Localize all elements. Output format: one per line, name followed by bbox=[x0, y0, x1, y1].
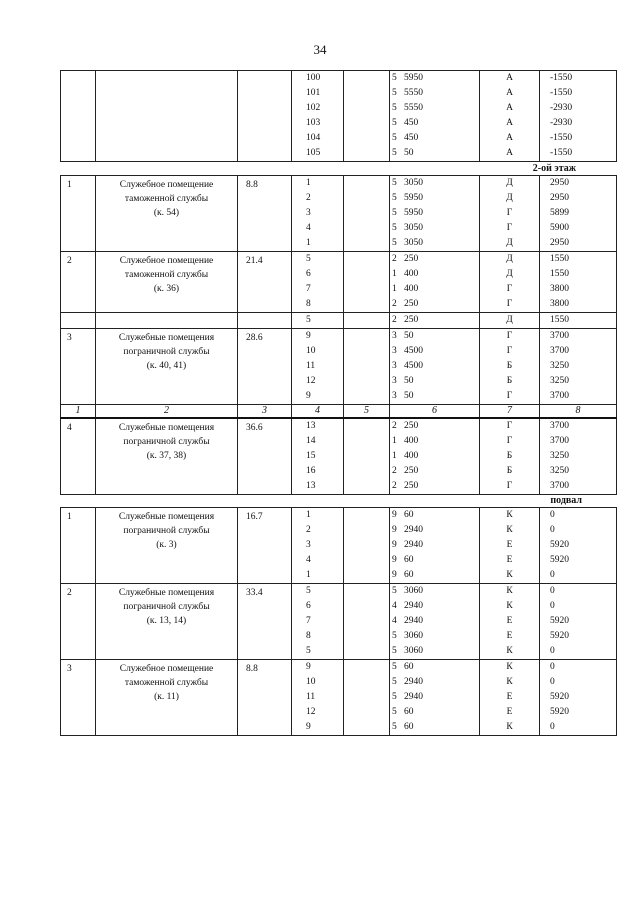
coordinate-value: 50 bbox=[404, 148, 414, 158]
coordinate-value: 4 bbox=[306, 555, 311, 565]
coordinate-value: 2940 bbox=[404, 677, 423, 687]
room-name-line: (к. 36) bbox=[153, 284, 180, 294]
room-name-line: (к. 37, 38) bbox=[146, 451, 187, 461]
coordinate-value: Г bbox=[506, 421, 513, 431]
coordinate-value: 450 bbox=[404, 118, 419, 128]
coordinates-table-continuation bbox=[60, 70, 617, 162]
point-number-cell bbox=[292, 176, 344, 252]
coordinate-value: Г bbox=[506, 299, 513, 309]
coordinate-value: 3700 bbox=[550, 436, 569, 446]
coordinate-value: Е bbox=[506, 692, 513, 702]
coordinate-value: 1550 bbox=[550, 254, 569, 264]
coordinate-value: 450 bbox=[404, 133, 419, 143]
point-number-cell bbox=[292, 584, 344, 660]
room-area-cell bbox=[238, 660, 292, 736]
coordinate-value: 3250 bbox=[550, 466, 569, 476]
room-number-cell bbox=[61, 176, 96, 252]
room-area: 16.7 bbox=[246, 512, 263, 522]
coordinate-value: 400 bbox=[404, 269, 419, 279]
room-area: 8.8 bbox=[246, 180, 258, 190]
coordinate-value: 13 bbox=[306, 421, 316, 431]
room-area-cell bbox=[238, 329, 292, 405]
count-cell: 2 1 1 2 2 bbox=[344, 418, 390, 495]
coordinate-value: 102 bbox=[306, 103, 321, 113]
room-group-row bbox=[61, 660, 617, 736]
coordinate-value: 3700 bbox=[550, 481, 569, 491]
room-name-cell bbox=[96, 71, 238, 162]
distance-cell bbox=[390, 418, 480, 495]
page-number: 34 bbox=[313, 42, 327, 57]
coordinate-value: Е bbox=[506, 616, 513, 626]
coordinate-value: 8 bbox=[306, 631, 311, 641]
empty-cell bbox=[238, 313, 292, 329]
axis-letter-cell bbox=[480, 71, 540, 162]
coordinate-value: 4500 bbox=[404, 361, 423, 371]
coordinates-table-basement bbox=[60, 507, 617, 736]
room-area: 21.4 bbox=[246, 256, 263, 266]
axis-letter-cell bbox=[480, 584, 540, 660]
coordinate-value: 0 bbox=[550, 662, 555, 672]
room-area: 33.4 bbox=[246, 588, 263, 598]
coordinate-value: 1 bbox=[306, 570, 311, 580]
coordinate-value: 6 bbox=[306, 269, 311, 279]
coordinate-value: Б bbox=[506, 376, 513, 386]
room-area-cell bbox=[238, 176, 292, 252]
coordinate-value: Г bbox=[506, 208, 513, 218]
room-number-cell bbox=[61, 508, 96, 584]
coordinate-value: 9 bbox=[306, 722, 311, 732]
empty-cell bbox=[61, 313, 96, 329]
point-number-cell bbox=[292, 329, 344, 405]
coordinate-value: 250 bbox=[404, 254, 419, 264]
offset-cell bbox=[540, 660, 617, 736]
room-name-line: таможенной службы bbox=[124, 678, 209, 688]
room-name-line: пограничной службы bbox=[123, 526, 210, 536]
coordinate-value: 16 bbox=[306, 466, 316, 476]
coordinate-value: 400 bbox=[404, 284, 419, 294]
coordinate-value: 2940 bbox=[404, 601, 423, 611]
axis-letter-cell bbox=[480, 660, 540, 736]
room-group-row bbox=[61, 71, 617, 162]
coordinate-value: 15 bbox=[306, 451, 316, 461]
coordinate-value: 0 bbox=[550, 525, 555, 535]
coordinate-value: 7 bbox=[306, 284, 311, 294]
point-number-cell bbox=[292, 508, 344, 584]
coordinate-value: К bbox=[506, 525, 513, 535]
offset-cell bbox=[540, 313, 617, 329]
coordinate-value: 6 bbox=[306, 601, 311, 611]
coordinate-value: 1 bbox=[306, 178, 311, 188]
coordinate-value: 3050 bbox=[404, 223, 423, 233]
coordinate-value: 9 bbox=[306, 391, 311, 401]
offset-cell bbox=[540, 329, 617, 405]
room-name-cell bbox=[96, 508, 238, 584]
column-number: 4 bbox=[292, 405, 344, 419]
coordinate-value: 0 bbox=[550, 646, 555, 656]
coordinate-value: 12 bbox=[306, 376, 316, 386]
coordinate-value: 5950 bbox=[404, 73, 423, 83]
point-number-cell bbox=[292, 313, 344, 329]
coordinate-value: Е bbox=[506, 707, 513, 717]
coordinate-value: 3 bbox=[306, 540, 311, 550]
room-area: 8.8 bbox=[246, 664, 258, 674]
coordinate-value: 13 bbox=[306, 481, 316, 491]
basement-label: подвал bbox=[550, 495, 582, 506]
coordinate-value: 250 bbox=[404, 315, 419, 325]
coordinate-value: 2950 bbox=[550, 193, 569, 203]
count-cell: 5 5 5 5 5 bbox=[344, 176, 390, 252]
coordinate-value: Д bbox=[506, 238, 513, 248]
room-area-cell bbox=[238, 252, 292, 313]
coordinate-value: Г bbox=[506, 436, 513, 446]
coordinate-value: 5 bbox=[306, 315, 311, 325]
axis-letter-cell bbox=[480, 508, 540, 584]
offset-cell bbox=[540, 71, 617, 162]
coordinate-value: 250 bbox=[404, 421, 419, 431]
coordinate-value: Г bbox=[506, 223, 513, 233]
room-number: 3 bbox=[67, 333, 72, 343]
coordinate-value: 4500 bbox=[404, 346, 423, 356]
room-name-line: Служебные помещения bbox=[118, 423, 215, 433]
coordinate-value: К bbox=[506, 570, 513, 580]
room-number-cell bbox=[61, 71, 96, 162]
coordinate-value: К bbox=[506, 510, 513, 520]
coordinate-value: А bbox=[506, 103, 513, 113]
coordinate-value: 0 bbox=[550, 601, 555, 611]
coordinate-value: Г bbox=[506, 331, 513, 341]
coordinate-value: 5 bbox=[306, 646, 311, 656]
coordinate-value: 5899 bbox=[550, 208, 569, 218]
room-number-cell bbox=[61, 418, 96, 495]
point-number-cell bbox=[292, 660, 344, 736]
room-group-row bbox=[61, 176, 617, 252]
coordinate-value: Е bbox=[506, 540, 513, 550]
room-group-row bbox=[61, 252, 617, 313]
coordinate-value: 3700 bbox=[550, 346, 569, 356]
count-cell: 9 9 9 9 9 bbox=[344, 508, 390, 584]
coordinate-value: 50 bbox=[404, 376, 414, 386]
coordinate-value: 3800 bbox=[550, 299, 569, 309]
count-cell: 2 1 1 2 bbox=[344, 252, 390, 313]
column-number: 3 bbox=[238, 405, 292, 419]
coordinate-value: Д bbox=[506, 178, 513, 188]
count-cell: 5 4 4 5 5 bbox=[344, 584, 390, 660]
room-name-cell bbox=[96, 584, 238, 660]
coordinate-value: 60 bbox=[404, 570, 414, 580]
coordinate-value: 0 bbox=[550, 570, 555, 580]
axis-letter-cell bbox=[480, 252, 540, 313]
coordinate-value: 10 bbox=[306, 346, 316, 356]
coordinate-value: 1550 bbox=[550, 315, 569, 325]
room-group-row bbox=[61, 329, 617, 405]
coordinate-value: Г bbox=[506, 481, 513, 491]
offset-cell bbox=[540, 418, 617, 495]
coordinate-value: 60 bbox=[404, 555, 414, 565]
room-extra-row bbox=[61, 313, 617, 329]
coordinate-value: 5950 bbox=[404, 208, 423, 218]
coordinate-value: 8 bbox=[306, 299, 311, 309]
coordinate-value: 5900 bbox=[550, 223, 569, 233]
room-number: 3 bbox=[67, 664, 72, 674]
coordinate-value: Б bbox=[506, 466, 513, 476]
coordinate-value: К bbox=[506, 722, 513, 732]
coordinate-value: 4 bbox=[306, 223, 311, 233]
coordinate-value: 101 bbox=[306, 88, 321, 98]
distance-cell bbox=[390, 252, 480, 313]
room-number: 2 bbox=[67, 588, 72, 598]
coordinate-value: 2940 bbox=[404, 616, 423, 626]
point-number-cell bbox=[292, 71, 344, 162]
coordinate-value: 50 bbox=[404, 391, 414, 401]
coordinate-value: 3250 bbox=[550, 361, 569, 371]
room-area bbox=[238, 71, 291, 75]
room-name-line: таможенной службы bbox=[124, 270, 209, 280]
axis-letter-cell bbox=[480, 329, 540, 405]
coordinate-value: Е bbox=[506, 631, 513, 641]
coordinate-value: 11 bbox=[306, 361, 316, 371]
distance-cell bbox=[390, 313, 480, 329]
room-name-line: Служебные помещения bbox=[118, 588, 215, 598]
coordinate-value: 5950 bbox=[404, 193, 423, 203]
coordinate-value: 3050 bbox=[404, 238, 423, 248]
offset-cell bbox=[540, 584, 617, 660]
coordinates-table-floor-2 bbox=[60, 175, 617, 495]
coordinate-value: 100 bbox=[306, 73, 321, 83]
coordinate-value: А bbox=[506, 118, 513, 128]
coordinate-value: Д bbox=[506, 269, 513, 279]
room-name-cell bbox=[96, 329, 238, 405]
room-area-cell bbox=[238, 584, 292, 660]
distance-cell bbox=[390, 508, 480, 584]
coordinate-value: Б bbox=[506, 451, 513, 461]
coordinate-value: 5550 bbox=[404, 103, 423, 113]
distance-cell bbox=[390, 584, 480, 660]
coordinate-value: К bbox=[506, 601, 513, 611]
room-name-cell bbox=[96, 418, 238, 495]
coordinate-value: 9 bbox=[306, 331, 311, 341]
offset-cell bbox=[540, 176, 617, 252]
coordinate-value: 9 bbox=[306, 662, 311, 672]
room-name-line: пограничной службы bbox=[123, 437, 210, 447]
room-name-cell bbox=[96, 252, 238, 313]
coordinate-value: 105 bbox=[306, 148, 321, 158]
coordinate-value: -1550 bbox=[550, 88, 573, 98]
coordinate-value: Б bbox=[506, 361, 513, 371]
coordinate-value: К bbox=[506, 677, 513, 687]
room-name-line: Служебное помещение bbox=[119, 180, 214, 190]
coordinate-value: -2930 bbox=[550, 118, 573, 128]
coordinate-value: А bbox=[506, 73, 513, 83]
coordinate-value: 2940 bbox=[404, 525, 423, 535]
coordinate-value: 1 bbox=[306, 510, 311, 520]
axis-letter-cell bbox=[480, 313, 540, 329]
coordinate-value: 14 bbox=[306, 436, 316, 446]
coordinate-value: 0 bbox=[550, 677, 555, 687]
room-name-line: (к. 54) bbox=[153, 208, 180, 218]
coordinate-value: 103 bbox=[306, 118, 321, 128]
coordinate-value: 10 bbox=[306, 677, 316, 687]
room-name-line: (к. 13, 14) bbox=[146, 616, 187, 626]
coordinate-value: 3700 bbox=[550, 391, 569, 401]
coordinate-value: 11 bbox=[306, 692, 316, 702]
room-number: 2 bbox=[67, 256, 72, 266]
coordinate-value: Г bbox=[506, 346, 513, 356]
count-cell: 5 5 5 5 5 bbox=[344, 660, 390, 736]
room-group-row bbox=[61, 584, 617, 660]
coordinate-value: 104 bbox=[306, 133, 321, 143]
floor-2-label: 2-ой этаж bbox=[532, 163, 576, 174]
coordinate-value: 0 bbox=[550, 510, 555, 520]
coordinate-value: 5 bbox=[306, 254, 311, 264]
coordinate-value: 60 bbox=[404, 662, 414, 672]
coordinate-value: 60 bbox=[404, 722, 414, 732]
coordinate-value: 3 bbox=[306, 208, 311, 218]
coordinate-value: 3800 bbox=[550, 284, 569, 294]
axis-letter-cell bbox=[480, 418, 540, 495]
column-numbers-row bbox=[61, 405, 617, 419]
room-name-line: (к. 11) bbox=[154, 692, 179, 702]
coordinate-value: 60 bbox=[404, 707, 414, 717]
offset-cell bbox=[540, 252, 617, 313]
coordinate-value: 2940 bbox=[404, 692, 423, 702]
column-number: 2 bbox=[96, 405, 238, 419]
coordinate-value: 2950 bbox=[550, 238, 569, 248]
coordinate-value: 5920 bbox=[550, 616, 569, 626]
room-number-cell bbox=[61, 329, 96, 405]
room-group-row bbox=[61, 418, 617, 495]
coordinate-value: К bbox=[506, 586, 513, 596]
room-number-cell bbox=[61, 584, 96, 660]
coordinate-value: 2950 bbox=[550, 178, 569, 188]
coordinate-value: Д bbox=[506, 254, 513, 264]
coordinate-value: 2 bbox=[306, 525, 311, 535]
axis-letter-cell bbox=[480, 176, 540, 252]
coordinate-value: 250 bbox=[404, 466, 419, 476]
coordinate-value: 400 bbox=[404, 451, 419, 461]
coordinate-value: Г bbox=[506, 284, 513, 294]
distance-cell bbox=[390, 329, 480, 405]
coordinate-value: 250 bbox=[404, 481, 419, 491]
coordinate-value: Е bbox=[506, 555, 513, 565]
room-number: 1 bbox=[67, 180, 72, 190]
room-group-row bbox=[61, 508, 617, 584]
room-area-cell bbox=[238, 418, 292, 495]
coordinate-value: -1550 bbox=[550, 148, 573, 158]
coordinate-value: 1 bbox=[306, 238, 311, 248]
room-name-line: Служебные помещения bbox=[118, 512, 215, 522]
room-name-line: Служебное помещение bbox=[119, 664, 214, 674]
room-name-line: Служебные помещения bbox=[118, 333, 215, 343]
coordinate-value: 3700 bbox=[550, 421, 569, 431]
room-name-line: (к. 3) bbox=[156, 540, 177, 550]
coordinate-value: -1550 bbox=[550, 133, 573, 143]
coordinate-value: 3250 bbox=[550, 451, 569, 461]
room-name-line: таможенной службы bbox=[124, 194, 209, 204]
coordinate-value: 7 bbox=[306, 616, 311, 626]
coordinate-value: 12 bbox=[306, 707, 316, 717]
coordinate-value: Д bbox=[506, 193, 513, 203]
coordinate-value: 5 bbox=[306, 586, 311, 596]
column-number: 8 bbox=[540, 405, 617, 419]
coordinate-value: 0 bbox=[550, 722, 555, 732]
coordinate-value: -1550 bbox=[550, 73, 573, 83]
coordinate-value: 3700 bbox=[550, 331, 569, 341]
column-number: 5 bbox=[344, 405, 390, 419]
coordinate-value: 50 bbox=[404, 331, 414, 341]
room-name-cell bbox=[96, 176, 238, 252]
coordinate-value: 60 bbox=[404, 510, 414, 520]
coordinate-value: А bbox=[506, 133, 513, 143]
coordinate-value: 3250 bbox=[550, 376, 569, 386]
coordinate-value: 2940 bbox=[404, 540, 423, 550]
offset-cell bbox=[540, 508, 617, 584]
coordinate-value: Д bbox=[506, 315, 513, 325]
coordinate-value: А bbox=[506, 148, 513, 158]
coordinate-value: 400 bbox=[404, 436, 419, 446]
room-name-line: пограничной службы bbox=[123, 347, 210, 357]
coordinate-value: 3050 bbox=[404, 178, 423, 188]
coordinate-value: 0 bbox=[550, 586, 555, 596]
coordinate-value: 5920 bbox=[550, 707, 569, 717]
point-number-cell bbox=[292, 252, 344, 313]
room-name-line: (к. 40, 41) bbox=[146, 361, 187, 371]
count-cell: 2 bbox=[344, 313, 390, 329]
coordinate-value: -2930 bbox=[550, 103, 573, 113]
coordinate-value: 2 bbox=[306, 193, 311, 203]
coordinate-value: 250 bbox=[404, 299, 419, 309]
coordinate-value: К bbox=[506, 646, 513, 656]
coordinate-value: 5920 bbox=[550, 692, 569, 702]
room-area: 28.6 bbox=[246, 333, 263, 343]
coordinate-value: Г bbox=[506, 391, 513, 401]
room-number: 4 bbox=[67, 423, 72, 433]
room-name-line: пограничной службы bbox=[123, 602, 210, 612]
coordinate-value: 3060 bbox=[404, 631, 423, 641]
coordinate-value: 5920 bbox=[550, 540, 569, 550]
coordinate-value: 1550 bbox=[550, 269, 569, 279]
empty-cell bbox=[96, 313, 238, 329]
room-number: 1 bbox=[67, 512, 72, 522]
room-area: 36.6 bbox=[246, 423, 263, 433]
column-number: 7 bbox=[480, 405, 540, 419]
coordinate-value: 5920 bbox=[550, 631, 569, 641]
coordinate-value: 5920 bbox=[550, 555, 569, 565]
room-area-cell bbox=[238, 508, 292, 584]
distance-cell bbox=[390, 176, 480, 252]
room-name-cell bbox=[96, 660, 238, 736]
coordinate-value: 5550 bbox=[404, 88, 423, 98]
point-number-cell bbox=[292, 418, 344, 495]
coordinate-value: А bbox=[506, 88, 513, 98]
distance-cell bbox=[390, 71, 480, 162]
room-area-cell bbox=[238, 71, 292, 162]
coordinate-value: 3060 bbox=[404, 646, 423, 656]
count-cell: 5 5 5 5 5 5 bbox=[344, 71, 390, 162]
room-name-line: Служебное помещение bbox=[119, 256, 214, 266]
column-number: 6 bbox=[390, 405, 480, 419]
column-number: 1 bbox=[61, 405, 96, 419]
room-number-cell bbox=[61, 660, 96, 736]
coordinate-value: К bbox=[506, 662, 513, 672]
distance-cell bbox=[390, 660, 480, 736]
room-number bbox=[61, 71, 95, 75]
count-cell: 3 3 3 3 3 bbox=[344, 329, 390, 405]
room-number-cell bbox=[61, 252, 96, 313]
coordinate-value: 3060 bbox=[404, 586, 423, 596]
